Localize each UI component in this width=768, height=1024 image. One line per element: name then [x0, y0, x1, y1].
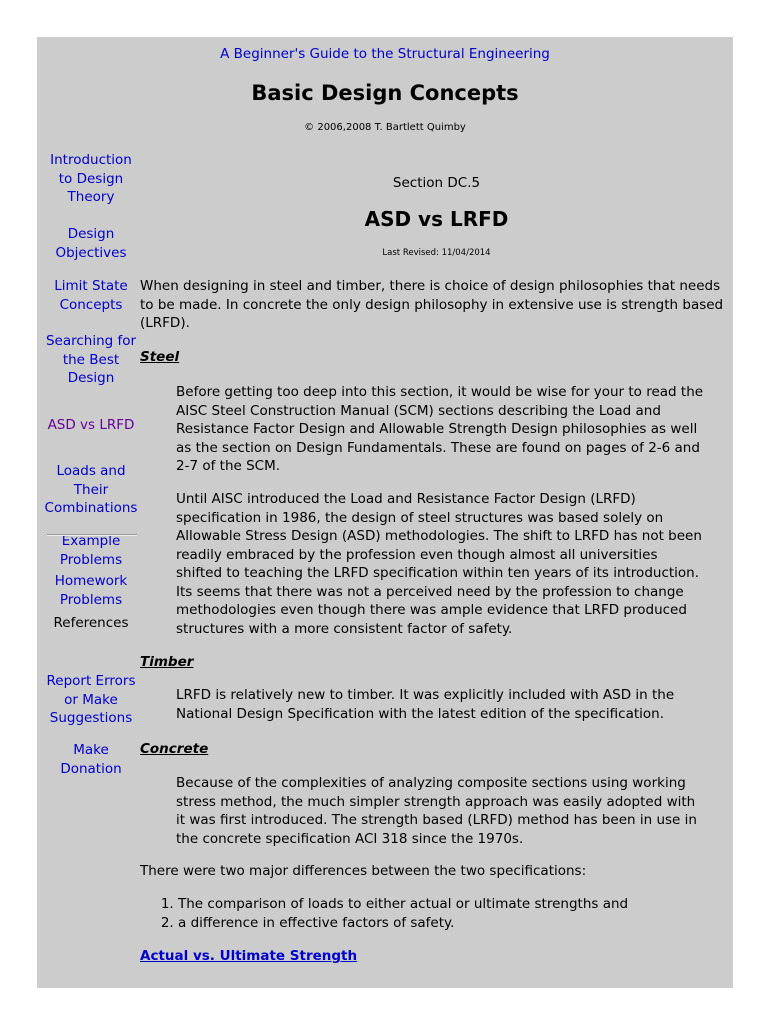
sidebar-item-example-problems[interactable]: Example Problems	[59, 533, 123, 568]
differences-list	[140, 895, 733, 932]
sidebar-item-asd-vs-lrfd[interactable]: ASD vs LRFD	[47, 417, 135, 433]
sidebar-item-loads-combinations[interactable]: Loads and Their Combinations	[44, 463, 138, 516]
sidebar-item-limit-state[interactable]: Limit State Concepts	[54, 278, 128, 313]
steel-heading: Steel	[140, 349, 180, 365]
sidebar-item-report-errors[interactable]: Report Errors or Make Suggestions	[46, 673, 136, 726]
intro-paragraph: When designing in steel and timber, there is choice of design philosophies that needs to be made. In concrete the only design philosophy in extensive use is strength based (LRFD).	[140, 278, 724, 331]
sidebar-item-design-objectives[interactable]: Design Objectives	[55, 226, 127, 261]
sidebar-item-make-donation[interactable]: Make Donation	[60, 742, 122, 777]
sidebar-item-references[interactable]: References	[53, 615, 129, 631]
sidebar-item-homework-problems[interactable]: Homework Problems	[54, 573, 128, 608]
guide-title-link[interactable]: A Beginner's Guide to the Structural Engineering	[220, 46, 550, 62]
concrete-paragraph: Because of the complexities of analyzing composite sections using working stress method, the much simpler strength approach was easily adopted with it was first introduced. The strength based (LRFD) method has been in use in the concrete specification ACI 318 since the 1970s.	[176, 775, 697, 847]
sidebar-item-introduction[interactable]: Introduction to Design Theory	[50, 152, 132, 205]
section-title: ASD vs LRFD	[364, 207, 509, 231]
concrete-heading: Concrete	[140, 741, 209, 757]
page-title: Basic Design Concepts	[251, 81, 519, 105]
page-panel	[37, 37, 733, 988]
timber-paragraph: LRFD is relatively new to timber. It was explicitly included with ASD in the National Design Specification with the latest edition of the specification.	[176, 687, 675, 722]
steel-paragraph-1: Before getting too deep into this section, it would be wise for your to read the AISC Steel Construction Manual (SCM) sections describing the Load and Resistance Factor Design and Allowable Strength Design philosophies as well as the section on Design Fundamentals. These are found on pages of 2-6 and 2-7 of the SCM.	[176, 384, 704, 474]
actual-vs-ultimate-link[interactable]: Actual vs. Ultimate Strength	[140, 948, 358, 964]
list-item: 1. The comparison of loads to either actual or ultimate strengths and	[178, 895, 733, 914]
timber-heading: Timber	[140, 654, 194, 670]
copyright-notice: © 2006,2008 T. Bartlett Quimby	[304, 122, 466, 133]
section-number: Section DC.5	[392, 175, 481, 191]
list-item: 2. a difference in effective factors of safety.	[178, 914, 733, 933]
sidebar-item-searching-best-design[interactable]: Searching for the Best Design	[45, 333, 137, 386]
sidebar-divider	[47, 534, 137, 536]
last-revised: Last Revised: 11/04/2014	[382, 248, 491, 258]
differences-intro: There were two major differences between the two specifications:	[140, 863, 587, 879]
steel-paragraph-2: Until AISC introduced the Load and Resistance Factor Design (LRFD) specification in 1986, the design of steel structures was based solely on Allowable Stress Design (ASD) methodologies. The shift to LRFD has not been readily embraced by the profession even though almost all universities shifted to teaching the LRFD specification within ten years of its introduction. Its seems that there was not a perceived need by the profession to change methodologies even though there was ample evidence that LRFD produced structures with a more consistent factor of safety.	[176, 491, 702, 637]
